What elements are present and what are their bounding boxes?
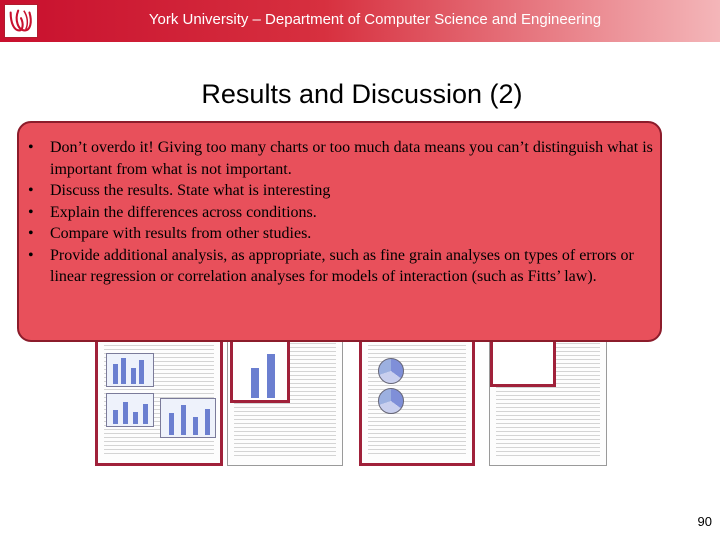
- bullet-marker: •: [28, 203, 34, 221]
- page-number: 90: [697, 514, 712, 529]
- bullet-list: [28, 137, 658, 288]
- bullet-item: [28, 137, 658, 180]
- bullet-marker: •: [28, 182, 34, 199]
- bullet-text: Don’t overdo it! Giving too many charts or too much data means you can’t distinguish what is important from what is not important.: [50, 139, 653, 178]
- bullet-text: Explain the differences across conditions.: [50, 203, 317, 221]
- bullet-text: Compare with results from other studies.: [50, 225, 312, 242]
- slide-title: Results and Discussion (2): [201, 79, 523, 109]
- bullet-item: [28, 245, 658, 288]
- header-title: York University – Department of Computer Science and Engineering: [148, 11, 602, 28]
- bullet-marker: •: [28, 225, 34, 242]
- bullet-item: [28, 223, 658, 245]
- bullet-item: [28, 180, 658, 202]
- bullet-text: Discuss the results. State what is interesting: [50, 182, 331, 199]
- bullet-text: Provide additional analysis, as appropriate, such as fine grain analyses on types of errors or linear regression or correlation analyses for models of interaction (such as Fitts’ law).: [50, 246, 634, 285]
- bullet-marker: •: [28, 139, 34, 156]
- bullet-marker: •: [28, 246, 34, 264]
- header-bar: [0, 0, 720, 42]
- bullet-item: [28, 202, 658, 224]
